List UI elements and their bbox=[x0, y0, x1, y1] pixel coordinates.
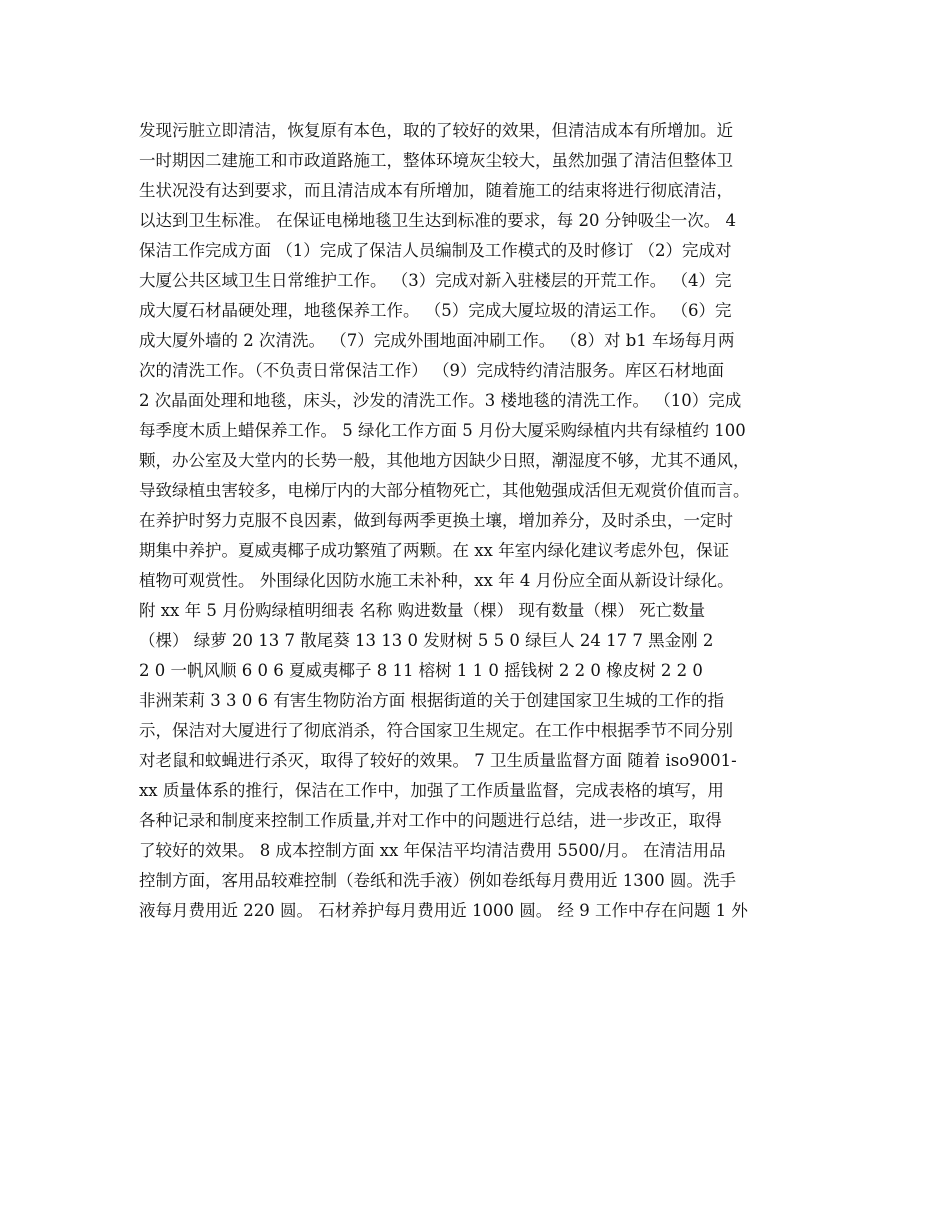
text-line: xx 质量体系的推行，保洁在工作中，加强了工作质量监督，完成表格的填写，用 bbox=[139, 781, 724, 800]
text-line: 发现污脏立即清洁，恢复原有本色，取的了较好的效果，但清洁成本有所增加。近 bbox=[139, 121, 733, 140]
text-line: 2 0 一帆风顺 6 0 6 夏威夷椰子 8 11 榕树 1 1 0 摇钱树 2 2 0 橡皮树 2 2 0 bbox=[139, 661, 703, 680]
text-line: 次的清洗工作。（不负责日常保洁工作） （9）完成特约清洁服务。库区石材地面 bbox=[139, 361, 724, 380]
text-line: 附 xx 年 5 月份购绿植明细表 名称 购进数量（棵） 现有数量（棵） 死亡数量 bbox=[139, 601, 706, 620]
text-line: 生状况没有达到要求，而且清洁成本有所增加，随着施工的结束将进行彻底清洁， bbox=[139, 181, 733, 200]
text-line: 成大厦外墙的 2 次清洗。 （7）完成外围地面冲刷工作。 （8）对 b1 车场每月两 bbox=[139, 331, 735, 350]
text-line: 液每月费用近 220 圆。 石材养护每月费用近 1000 圆。 经 9 工作中存在问题 1 外 bbox=[139, 901, 748, 920]
text-line: （棵） 绿萝 20 13 7 散尾葵 13 13 0 发财树 5 5 0 绿巨人 24 17 7 黑金刚 2 bbox=[139, 631, 714, 650]
text-line: 对老鼠和蚊蝇进行杀灭，取得了较好的效果。 7 卫生质量监督方面 随着 iso9001- bbox=[139, 751, 737, 770]
text-line: 保洁工作完成方面 （1）完成了保洁人员编制及工作模式的及时修订 （2）完成对 bbox=[139, 241, 732, 260]
text-line: 成大厦石材晶硬处理，地毯保养工作。 （5）完成大厦垃圾的清运工作。 （6）完 bbox=[139, 301, 732, 320]
text-line: 大厦公共区域卫生日常维护工作。 （3）完成对新入驻楼层的开荒工作。 （4）完 bbox=[139, 271, 732, 290]
text-line: 各种记录和制度来控制工作质量,并对工作中的问题进行总结，进一步改正，取得 bbox=[139, 811, 722, 830]
document-body bbox=[139, 116, 829, 926]
text-line: 以达到卫生标准。 在保证电梯地毯卫生达到标准的要求，每 20 分钟吸尘一次。 4 bbox=[139, 211, 736, 230]
text-line: 一时期因二建施工和市政道路施工，整体环境灰尘较大，虽然加强了清洁但整体卫 bbox=[139, 151, 733, 170]
text-line: 期集中养护。夏威夷椰子成功繁殖了两颗。在 xx 年室内绿化建议考虑外包，保证 bbox=[139, 541, 730, 560]
text-line: 在养护时努力克服不良因素，做到每两季更换土壤，增加养分，及时杀虫，一定时 bbox=[139, 511, 733, 530]
text-line: 植物可观赏性。 外围绿化因防水施工未补种，xx 年 4 月份应全面从新设计绿化。 bbox=[139, 571, 734, 590]
text-line: 导致绿植虫害较多，电梯厅内的大部分植物死亡，其他勉强成活但无观赏价值而言。 bbox=[139, 481, 750, 500]
text-line: 了较好的效果。 8 成本控制方面 xx 年保洁平均清洁费用 5500/月。 在清洁用品 bbox=[139, 841, 726, 860]
text-line: 示，保洁对大厦进行了彻底消杀，符合国家卫生规定。在工作中根据季节不同分别 bbox=[139, 721, 733, 740]
text-line: 控制方面，客用品较难控制（卷纸和洗手液）例如卷纸每月费用近 1300 圆。洗手 bbox=[139, 871, 736, 890]
text-line: 颗，办公室及大堂内的长势一般，其他地方因缺少日照，潮湿度不够，尤其不通风， bbox=[139, 451, 750, 470]
text-line: 每季度木质上蜡保养工作。 5 绿化工作方面 5 月份大厦采购绿植内共有绿植约 100 bbox=[139, 421, 746, 440]
text-line: 非洲茉莉 3 3 0 6 有害生物防治方面 根据街道的关于创建国家卫生城的工作的指 bbox=[139, 691, 724, 710]
text-line: 2 次晶面处理和地毯，床头，沙发的清洗工作。3 楼地毯的清洗工作。 （10）完成 bbox=[139, 391, 742, 410]
